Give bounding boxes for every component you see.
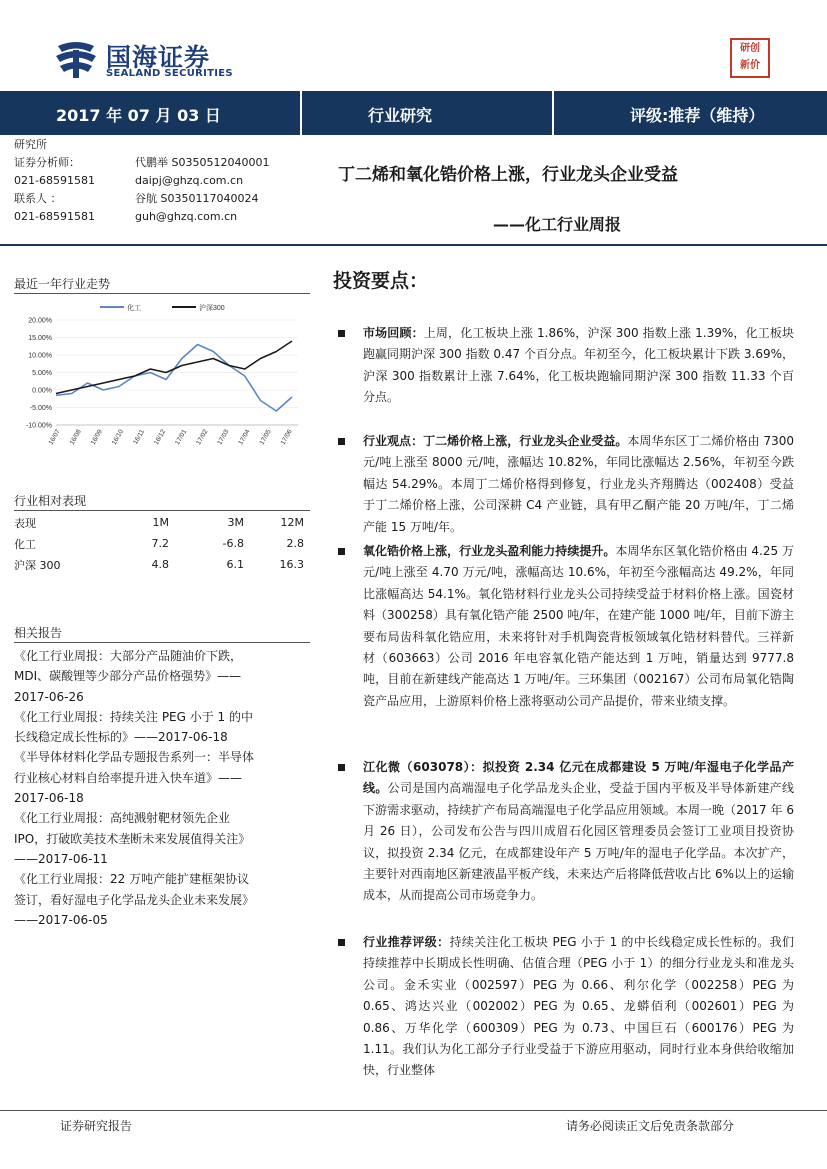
y-tick-label: -5.00% (29, 405, 52, 412)
related-report-line[interactable]: 签订，看好湿电子化学品龙头企业未来发展》 (14, 892, 255, 907)
banner-divider (300, 91, 302, 135)
related-report-line[interactable]: 2017-06-18 (14, 791, 84, 806)
related-report-line[interactable]: 《化工行业周报：22 万吨产能扩建框架协议 (14, 872, 250, 887)
series-line (56, 341, 292, 394)
analyst-heading: 研究所 (14, 138, 47, 151)
bullet-icon (338, 939, 345, 946)
bullet-icon (338, 438, 345, 445)
y-tick-label: -10.00% (25, 422, 52, 430)
seal-stamp (730, 38, 770, 78)
key-point-lead: 江化微（603078）：拟投资 2.34 亿元在成都建设 5 万吨/年湿电子化学品产线。 (363, 760, 794, 796)
table-row (14, 554, 304, 575)
key-point-lead: 市场回顾： (363, 326, 424, 340)
x-tick-label: 17/02 (195, 428, 210, 447)
x-tick-label: 16/11 (132, 428, 147, 446)
key-point-lead: 氧化锆价格上涨，行业龙头盈利能力持续提升。 (363, 544, 616, 558)
bullet-icon (338, 548, 345, 555)
report-banner (0, 91, 827, 135)
table-header-cell: 3M (227, 516, 244, 529)
stamp-char: 创 (750, 43, 760, 54)
report-subtitle: ——化工行业周报 (493, 215, 622, 234)
key-point-lead: 行业观点：丁二烯价格上涨，行业龙头企业受益。 (363, 434, 628, 448)
contact-label: 联系人 ： (14, 192, 62, 205)
legend-label: 化工 (127, 305, 141, 312)
table-cell: 化工 (14, 537, 36, 551)
y-tick-label: 10.00% (28, 352, 52, 360)
related-heading: 相关报告 (14, 626, 63, 640)
contact-phone: 021-68591581 (14, 210, 95, 223)
analyst-label: 证券分析师： (14, 156, 80, 169)
section-divider (14, 642, 310, 643)
table-cell: 7.2 (151, 537, 169, 550)
related-report-line[interactable]: MDI、碳酸锂等少部分产品价格强势》—— (14, 669, 242, 684)
section-divider (14, 510, 310, 511)
footer-left-text: 证券研究报告 (60, 1119, 133, 1133)
perf-table (14, 512, 304, 575)
x-tick-label: 17/03 (216, 428, 231, 447)
table-header-cell: 12M (280, 516, 304, 529)
x-tick-label: 16/08 (68, 428, 83, 447)
analyst-info: 代鹏举 S0350512040001 (135, 156, 270, 169)
y-tick-label: 5.00% (32, 370, 52, 377)
related-report-line[interactable]: ——2017-06-11 (14, 851, 108, 866)
x-tick-label: 16/12 (152, 428, 168, 447)
x-tick-label: 16/07 (47, 428, 62, 447)
contact-email[interactable]: guh@ghzq.com.cn (135, 210, 238, 223)
key-point-text: 本周华东区丁二烯价格由 7300 元/吨上涨至 8000 元/吨，涨幅达 10.82%，年同比涨幅达 2.56%，年初至今跌幅达 54.29%。本周丁二烯价格得到修复，行业龙头齐翔腾达（002408）受益于丁二烯价格上涨，公司深耕 C4 产业链，具有甲乙酮产能 20 万吨/年，丁二烯产能 15 万吨/年。 (363, 434, 794, 534)
x-tick-label: 17/01 (174, 428, 189, 447)
bullet-icon (338, 764, 345, 771)
key-point-text: 公司是国内高端湿电子化学品龙头企业，受益于国内平板及半导体新建产线下游需求驱动，持续扩产布局高端湿电子化学品应用领域。本周一晚（2017 年 6 月 26 日），公司发布公告与四川成眉石化园区管理委员会签订工业项目投资协议，拟投资 2.34 亿元，在成都建设年产 5 万吨/年的湿电子化学品。本次扩产，主要针对西南地区新建液晶平板产线，未来达产后将降低营收占比 6%以上的运输成本，从而提高公司市场竞争力。 (363, 781, 794, 903)
table-cell: 4.8 (151, 558, 169, 571)
footer-right-text: 请务必阅读正文后免责条款部分 (566, 1119, 735, 1133)
table-cell: -6.8 (222, 537, 244, 550)
brand-name-en: SEALAND SECURITIES (106, 68, 233, 79)
stamp-char: 新 (740, 60, 750, 71)
key-point-item (338, 323, 794, 409)
table-header-cell: 1M (152, 516, 169, 529)
key-point-text: 本周华东区氧化锆价格由 4.25 万元/吨上涨至 4.70 万元/吨，涨幅高达 10.6%，年初至今涨幅高达 49.2%，年同比涨幅高达 54.1%。氧化锆材料行业龙头公司持续受益于材料价格上涨。国瓷材料（300258）具有氧化锆产能 2500 吨/年，在建产能 1000 吨/年，目前下游主要布局齿科氧化锆应用，未来将针对手机陶瓷背板领域氧化锆材料替代。三祥新材（603663）公司 2016 年电容氧化锆产能达到 1 万吨，销量达到 9777.8 吨，目前在新建线产能高达 1 万吨/年。三环集团（002167）公司布局氧化锆陶瓷产品应用，上游原料价格上涨将驱动公司产品提价，带来业绩支撑。 (363, 544, 794, 708)
series-line (56, 345, 292, 412)
trend-heading: 最近一年行业走势 (14, 277, 111, 291)
key-point-item (338, 431, 794, 538)
trend-chart (12, 295, 308, 455)
table-cell: 6.1 (226, 558, 244, 571)
key-point-item (338, 757, 794, 907)
related-report-line[interactable]: ——2017-06-05 (14, 912, 108, 927)
report-date: 2017 年 07 月 03 日 (56, 106, 221, 125)
brand-name-cn: 国海证券 (106, 43, 211, 72)
related-report-line[interactable]: 《化工行业周报：持续关注 PEG 小于 1 的中 (14, 709, 254, 724)
analyst-email[interactable]: daipj@ghzq.com.cn (135, 174, 244, 187)
report-rating: 评级:推荐（维持） (630, 106, 765, 125)
table-row (14, 512, 304, 533)
legend-label: 沪深300 (199, 305, 225, 312)
key-points-heading: 投资要点： (333, 270, 429, 292)
bullet-icon (338, 330, 345, 337)
stamp-char: 价 (750, 60, 760, 71)
related-report-line[interactable]: 《半导体材料化学品专题报告系列一：半导体 (14, 750, 255, 765)
x-tick-label: 17/04 (237, 428, 252, 447)
x-tick-label: 17/05 (258, 428, 273, 447)
table-cell: 沪深 300 (14, 558, 61, 572)
related-report-line[interactable]: 行业核心材料自给率提升进入快车道》—— (14, 770, 243, 785)
related-report-line[interactable]: IPO，打破欧美技术垄断未来发展值得关注》 (14, 831, 251, 846)
key-point-lead: 行业推荐评级： (363, 935, 450, 949)
x-tick-label: 16/09 (89, 428, 104, 447)
x-tick-label: 17/06 (279, 428, 294, 447)
contact-info: 谷航 S0350117040024 (135, 192, 259, 205)
table-cell: 2.8 (286, 537, 304, 550)
stamp-char: 研 (740, 43, 750, 54)
banner-divider (552, 91, 554, 135)
y-tick-label: 0.00% (32, 387, 52, 395)
x-tick-label: 16/10 (110, 428, 126, 447)
table-row (14, 533, 304, 554)
related-report-line[interactable]: 《化工行业周报：大部分产品随油价下跌， (14, 649, 243, 663)
key-point-text: 持续关注化工板块 PEG 小于 1 的中长线稳定成长性标的。我们持续推荐中长期成长性明确、估值合理（PEG 小于 1）的细分行业龙头和准龙头公司。金禾实业（002597）PEG 为 0.66、利尔化学（002258）PEG 为 0.65、鸿达兴业（002002）PEG 为 0.65、龙蟒佰利（002601）PEG 为 0.86、万华化学（600309）PEG 为 0.73、中国巨石（600176）PEG 为 1.11。我们认为化工部分子行业受益于下游应用驱动，同时行业本身供给收缩加快，行业整体 (363, 935, 794, 1078)
analyst-phone: 021-68591581 (14, 174, 95, 187)
key-point-item (338, 541, 794, 712)
section-divider (14, 293, 310, 294)
table-cell: 16.3 (279, 558, 304, 571)
table-header-cell: 表现 (14, 516, 36, 530)
report-title: 丁二烯和氧化锆价格上涨，行业龙头企业受益 (338, 165, 678, 185)
y-tick-label: 20.00% (28, 317, 52, 325)
related-report-line[interactable]: 2017-06-26 (14, 689, 84, 704)
key-point-item (338, 932, 794, 1082)
report-type: 行业研究 (368, 106, 433, 125)
brand-logo-icon (54, 40, 98, 80)
header-divider (0, 244, 827, 246)
footer-divider (0, 1110, 827, 1111)
related-reports-list (14, 646, 314, 930)
key-point-text: 上周，化工板块上涨 1.86%，沪深 300 指数上涨 1.39%，化工板块跑赢同期沪深 300 指数 0.47 个百分点。年初至今，化工板块累计下跌 3.69%，沪深 300 指数累计上涨 7.64%，化工板块跑输同期沪深 300 指数 11.33 个百分点。 (363, 326, 794, 405)
related-report-line[interactable]: 《化工行业周报：高纯溅射靶材领先企业 (14, 811, 231, 826)
y-tick-label: 15.00% (28, 335, 52, 342)
related-report-line[interactable]: 长线稳定成长性标的》——2017-06-18 (14, 730, 228, 745)
perf-heading: 行业相对表现 (14, 494, 87, 508)
